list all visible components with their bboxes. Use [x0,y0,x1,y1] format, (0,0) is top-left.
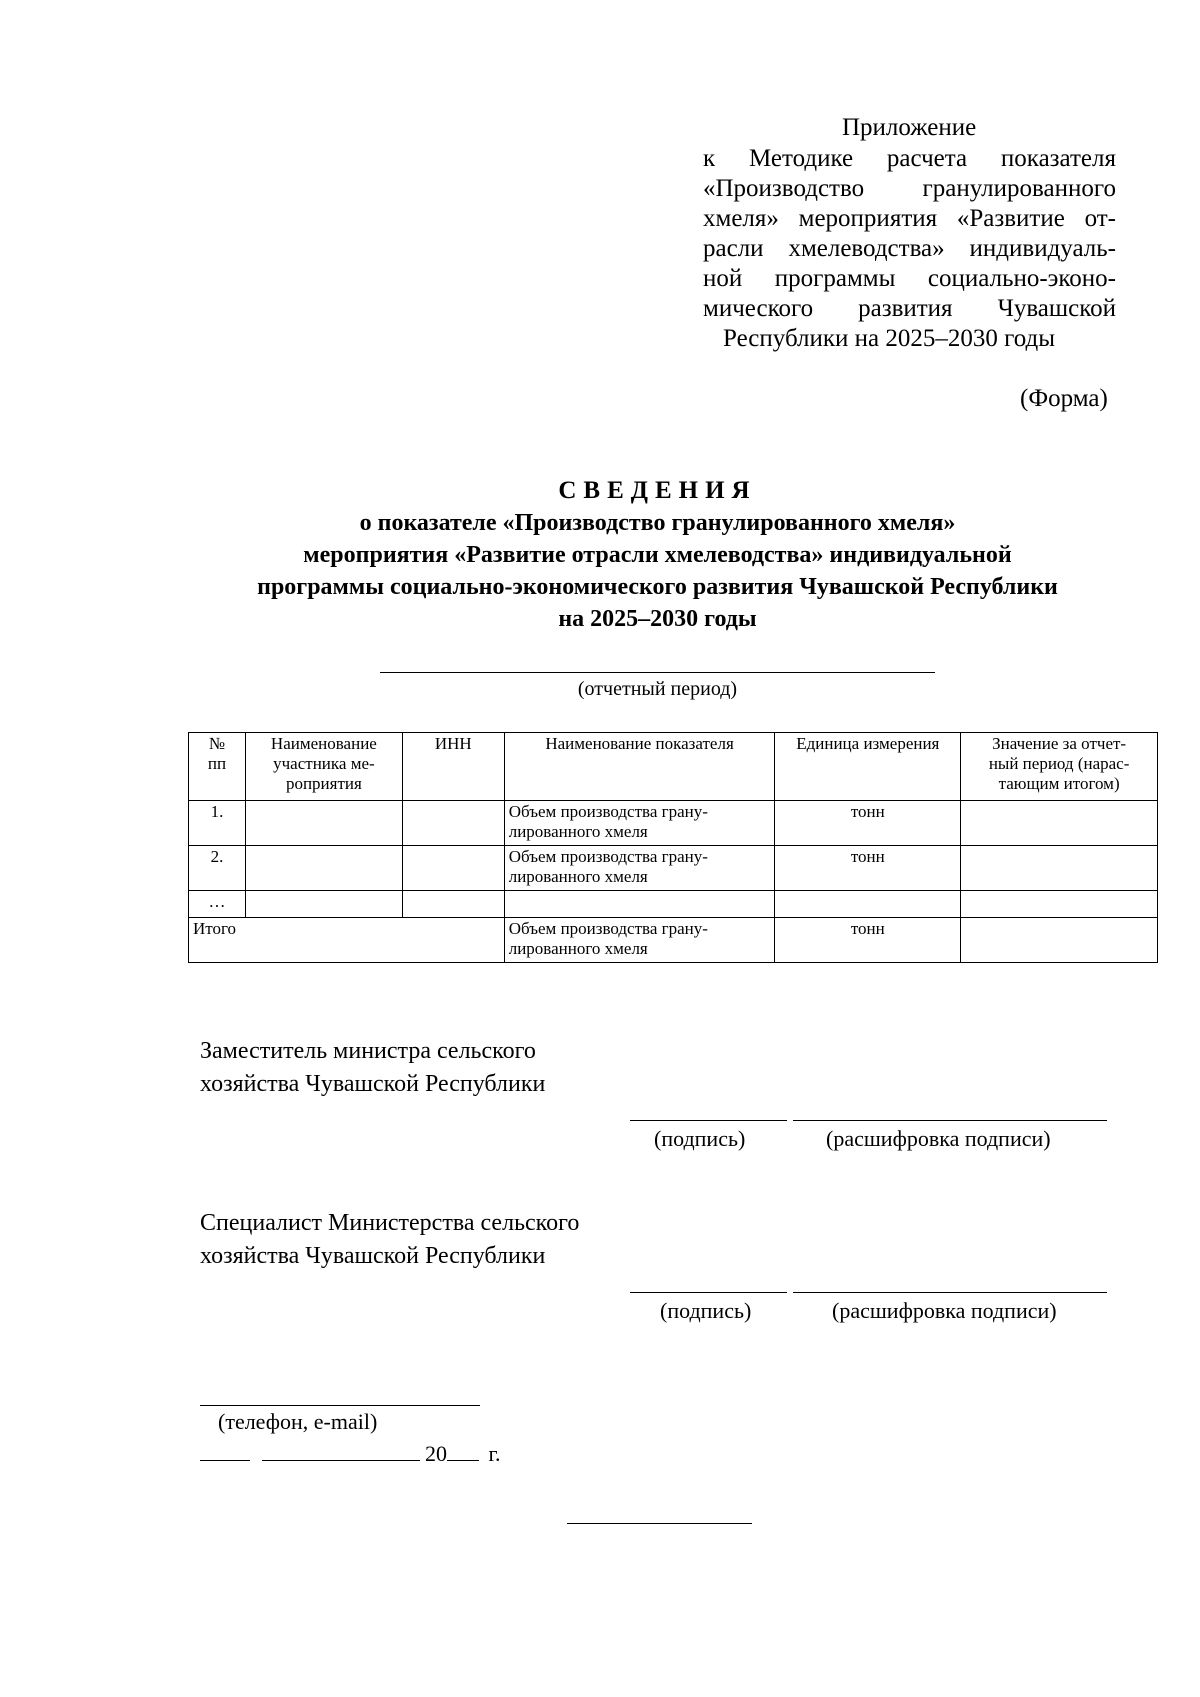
cell-number: 1. [189,801,246,846]
signature-field[interactable] [630,1120,787,1121]
cell-inn[interactable] [402,846,504,891]
appendix-line: Республики на 2025–2030 годы [723,325,1056,352]
cell-unit: тонн [775,918,961,963]
cell-total-label: Итого [189,918,505,963]
cell-participant[interactable] [245,801,402,846]
header-indicator: Наименование показателя [504,733,775,801]
cell-value[interactable] [961,846,1158,891]
reporting-period-caption: (отчетный период) [577,678,738,700]
signature-field[interactable] [630,1292,787,1293]
cell-unit [775,891,961,918]
cell-value[interactable] [961,891,1158,918]
date-row [200,1440,501,1467]
year-field[interactable] [447,1440,479,1461]
reporting-period-field[interactable] [380,672,935,673]
day-field[interactable] [200,1440,250,1461]
document-title [150,475,1165,635]
cell-participant[interactable] [245,891,402,918]
end-separator [567,1523,752,1524]
form-label: (Форма) [1020,385,1108,412]
signature-caption: (подпись) [654,1126,746,1151]
title-line: на 2025–2030 годы [558,606,757,632]
year-prefix: 20 [425,1441,447,1466]
title-line: о показателе «Производство гранулированного хмеля» [359,510,956,536]
cell-indicator: Объем производства грану- лированного хмеля [504,846,775,891]
title-line: мероприятия «Развитие отрасли хмелеводства» индивидуальной [303,542,1012,568]
appendix-line: ной программы социально-эконо- [703,265,1116,292]
appendix-line: «Производство гранулированного [703,175,1116,202]
header-unit: Единица измерения [775,733,961,801]
signatory-deputy-minister: Заместитель министра сельского хозяйства Чувашской Республики [200,1038,546,1097]
table-row [189,846,1158,891]
indicator-table [188,732,1158,963]
appendix-line: к Методике расчета показателя [703,145,1116,172]
appendix-line: расли хмелеводства» индивидуаль- [703,235,1116,262]
title-main: СВЕДЕНИЯ [558,477,757,504]
signature-decode-caption: (расшифровка подписи) [832,1298,1057,1323]
signature-decode-caption: (расшифровка подписи) [826,1126,1051,1151]
cell-inn[interactable] [402,801,504,846]
table-row [189,891,1158,918]
signature-decode-field[interactable] [793,1292,1107,1293]
header-participant: Наименование участника ме- роприятия [245,733,402,801]
signature-caption: (подпись) [660,1298,752,1323]
cell-number: 2. [189,846,246,891]
cell-participant[interactable] [245,846,402,891]
table-total-row [189,918,1158,963]
signatory-specialist: Специалист Министерства сельского хозяйства Чувашской Республики [200,1210,580,1269]
contact-field[interactable] [200,1405,480,1406]
cell-unit: тонн [775,846,961,891]
month-field[interactable] [262,1440,420,1461]
cell-indicator: Объем производства грану- лированного хмеля [504,801,775,846]
year-suffix: г. [488,1441,501,1466]
cell-number: … [189,891,246,918]
header-inn: ИНН [402,733,504,801]
cell-value[interactable] [961,918,1158,963]
cell-inn[interactable] [402,891,504,918]
contact-caption: (телефон, e-mail) [218,1409,378,1434]
appendix-title: Приложение [842,114,977,141]
header-number: № пп [189,733,246,801]
header-value: Значение за отчет- ный период (нарас- тающим итогом) [961,733,1158,801]
appendix-reference [703,144,1116,354]
appendix-line: хмеля» мероприятия «Развитие от- [703,205,1116,232]
title-line: программы социально-экономического развития Чувашской Республики [257,574,1058,600]
signature-decode-field[interactable] [793,1120,1107,1121]
cell-indicator: Объем производства грану- лированного хмеля [504,918,775,963]
table-row [189,801,1158,846]
cell-indicator [504,891,775,918]
appendix-line: мического развития Чувашской [703,295,1116,322]
table-header-row [189,733,1158,801]
cell-unit: тонн [775,801,961,846]
cell-value[interactable] [961,801,1158,846]
